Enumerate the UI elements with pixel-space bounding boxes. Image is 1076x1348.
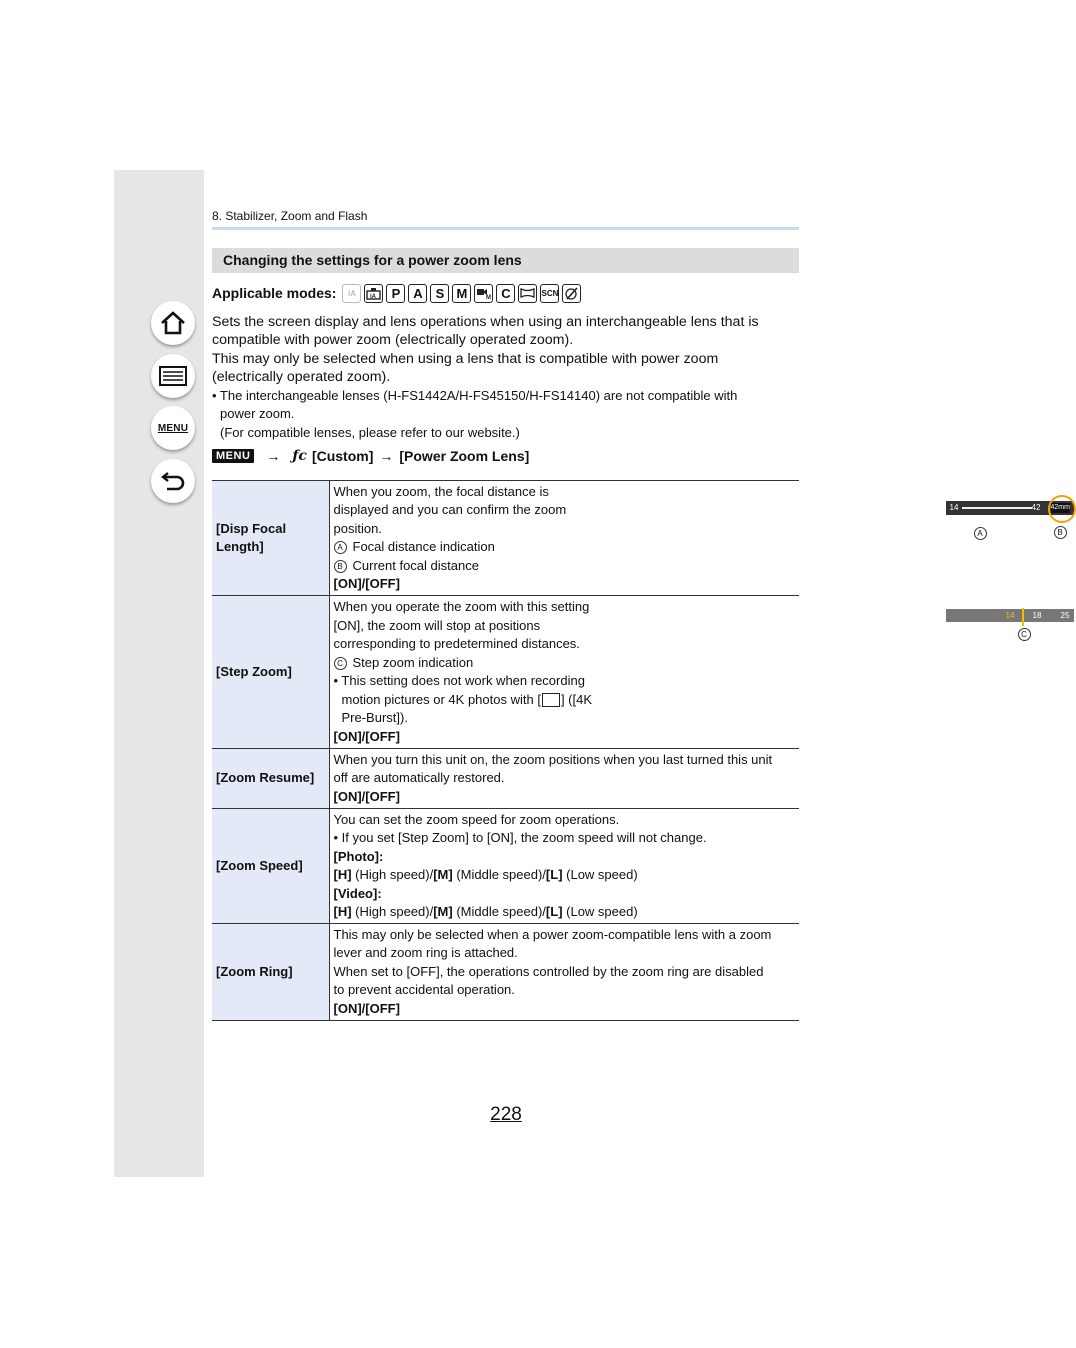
- text-line: When you operate the zoom with this setting: [333, 599, 590, 614]
- marker-c: C: [1018, 628, 1031, 641]
- photo-speeds: [334, 866, 796, 885]
- text-line: [334, 691, 634, 710]
- arrow: →: [379, 448, 394, 464]
- text-line: [ON], the zoom will stop at positions: [333, 617, 541, 633]
- speed-h: [H]: [333, 904, 352, 919]
- intro-line-4: (electrically operated zoom).: [212, 369, 391, 385]
- custom-menu-icon: ƒc: [292, 448, 307, 464]
- step-zoom-illustration: [634, 598, 1070, 746]
- speed-l: [L]: [545, 904, 563, 919]
- text-line: When you turn this unit on, the zoom positions when you last turned this unit: [333, 751, 773, 767]
- speed-m-text: (Middle speed)/: [452, 867, 546, 882]
- manual-mode-icon: M: [452, 284, 471, 303]
- legend-a-text: Focal distance indication: [352, 539, 495, 554]
- contents-button[interactable]: [151, 354, 195, 398]
- options: [ON]/[OFF]: [333, 1000, 400, 1016]
- text-line: position.: [333, 520, 382, 536]
- focal-current: 42mm: [1050, 503, 1070, 511]
- menu-icon: MENU: [157, 422, 189, 434]
- marker-b: B: [1054, 526, 1067, 539]
- arrow: →: [266, 448, 281, 464]
- legend-a: [334, 538, 634, 557]
- step-indicator: [1022, 608, 1024, 626]
- program-mode-icon: P: [386, 284, 405, 303]
- creative-video-icon: [474, 284, 493, 303]
- menu-path: [212, 446, 529, 466]
- chapter-title: 8. Stabilizer, Zoom and Flash: [212, 209, 368, 223]
- table-row: [212, 809, 799, 924]
- aperture-mode-icon: A: [408, 284, 427, 303]
- table-row: [212, 924, 799, 1021]
- speed-l-text: (Low speed): [562, 904, 638, 919]
- home-button[interactable]: [151, 301, 195, 345]
- menu-list-button[interactable]: [151, 406, 195, 450]
- focal-length-illustration: [634, 483, 1070, 594]
- legend-b-text: Current focal distance: [352, 557, 479, 573]
- note-incompatible-lenses: • The interchangeable lenses (H-FS1442A/H-FS45150/H-FS14140) are not compatible with: [212, 388, 738, 403]
- text-line: lever and zoom ring is attached.: [333, 945, 518, 961]
- text-line: You can set the zoom speed for zoom operations.: [333, 811, 620, 827]
- speed-h-text: (High speed)/: [351, 867, 434, 882]
- focal-max: 42: [1031, 502, 1041, 512]
- tick-25: 25: [1060, 611, 1070, 620]
- marker-c: C: [334, 657, 347, 670]
- table-row: [212, 596, 799, 749]
- speed-m-text: (Middle speed)/: [452, 904, 546, 919]
- speed-h-text: (High speed)/: [351, 904, 434, 919]
- table-row: [212, 481, 799, 596]
- legend-c-text: Step zoom indication: [352, 654, 474, 670]
- video-speeds: [334, 903, 796, 922]
- custom-mode-icon: C: [496, 284, 515, 303]
- intelligent-auto-icon: iA: [342, 284, 361, 303]
- text-line: • This setting does not work when recording: [333, 673, 585, 688]
- text-line: corresponding to predetermined distances.: [333, 636, 580, 651]
- video-label: [Video]:: [333, 885, 382, 901]
- applicable-modes: [212, 282, 584, 304]
- text-line: This may only be selected when a power zoom-compatible lens with a zoom: [333, 926, 772, 942]
- legend-b: [334, 557, 634, 576]
- intelligent-auto-plus-icon: [364, 284, 383, 303]
- text-line: • If you set [Step Zoom] to [ON], the zoom speed will not change.: [333, 830, 707, 845]
- intro-line-2: compatible with power zoom (electrically operated zoom).: [212, 332, 574, 348]
- panorama-icon: [518, 284, 537, 303]
- svg-text:M: M: [485, 295, 491, 301]
- scene-guide-icon: SCN: [540, 284, 559, 303]
- speed-m: [M]: [433, 867, 453, 882]
- shutter-mode-icon: S: [430, 284, 449, 303]
- options: [ON]/[OFF]: [333, 788, 400, 804]
- marker-b: B: [334, 560, 347, 573]
- photo-label: [Photo]:: [333, 848, 384, 864]
- speed-m: [M]: [433, 904, 453, 919]
- focal-min: 14: [949, 502, 959, 512]
- tick-14: 14: [1005, 611, 1015, 620]
- text-line: Pre-Burst]).: [341, 710, 408, 725]
- options: [ON]/[OFF]: [333, 576, 400, 591]
- focal-track: [962, 507, 1032, 509]
- text-part: motion pictures or 4K photos with [: [341, 691, 541, 707]
- page-number[interactable]: 228: [490, 1104, 522, 1125]
- settings-table: [212, 480, 1070, 1021]
- menu-path-custom: [Custom]: [311, 448, 374, 464]
- table-row: [212, 749, 799, 809]
- menu-path-power-zoom-lens: [Power Zoom Lens]: [399, 448, 530, 464]
- speed-l-text: (Low speed): [562, 867, 638, 882]
- row-label: [Zoom Ring]: [212, 924, 329, 1021]
- row-label: [Disp Focal Length]: [212, 481, 329, 596]
- applicable-modes-label: Applicable modes:: [212, 285, 337, 301]
- menu-badge: MENU: [212, 449, 254, 463]
- row-label: [Zoom Speed]: [212, 809, 329, 924]
- back-button[interactable]: [151, 459, 195, 503]
- creative-control-icon: [562, 284, 581, 303]
- text-part: ] ([4K: [560, 691, 593, 707]
- svg-text:iA: iA: [370, 293, 377, 300]
- 4k-photo-icon: [542, 693, 560, 707]
- intro-line-1: Sets the screen display and lens operations when using an interchangeable lens that is: [212, 314, 759, 330]
- row-label: [Step Zoom]: [212, 596, 329, 749]
- speed-l: [L]: [545, 867, 563, 882]
- home-icon: [159, 309, 187, 337]
- text-line: to prevent accidental operation.: [333, 982, 515, 998]
- tick-18: 18: [1032, 611, 1042, 620]
- row-label: [Zoom Resume]: [212, 749, 329, 809]
- options: [ON]/[OFF]: [333, 728, 400, 744]
- speed-h: [H]: [333, 867, 352, 882]
- note-incompatible-lenses-cont: power zoom.: [220, 406, 295, 421]
- chapter-divider: [212, 227, 799, 230]
- text-line: displayed and you can confirm the zoom: [333, 502, 567, 517]
- return-icon: [159, 467, 187, 495]
- section-header: [212, 248, 799, 273]
- marker-a: A: [974, 527, 987, 540]
- list-icon: [158, 364, 188, 388]
- marker-a: A: [334, 541, 347, 554]
- legend-c: [334, 654, 634, 673]
- text-line: When you zoom, the focal distance is: [333, 483, 549, 499]
- section-title: Changing the settings for a power zoom lens: [223, 252, 522, 268]
- intro-line-3: This may only be selected when using a lens that is compatible with power zoom: [212, 351, 719, 367]
- text-line: When set to [OFF], the operations controlled by the zoom ring are disabled: [333, 963, 764, 979]
- note-website: (For compatible lenses, please refer to our website.): [220, 425, 520, 440]
- text-line: off are automatically restored.: [333, 770, 505, 786]
